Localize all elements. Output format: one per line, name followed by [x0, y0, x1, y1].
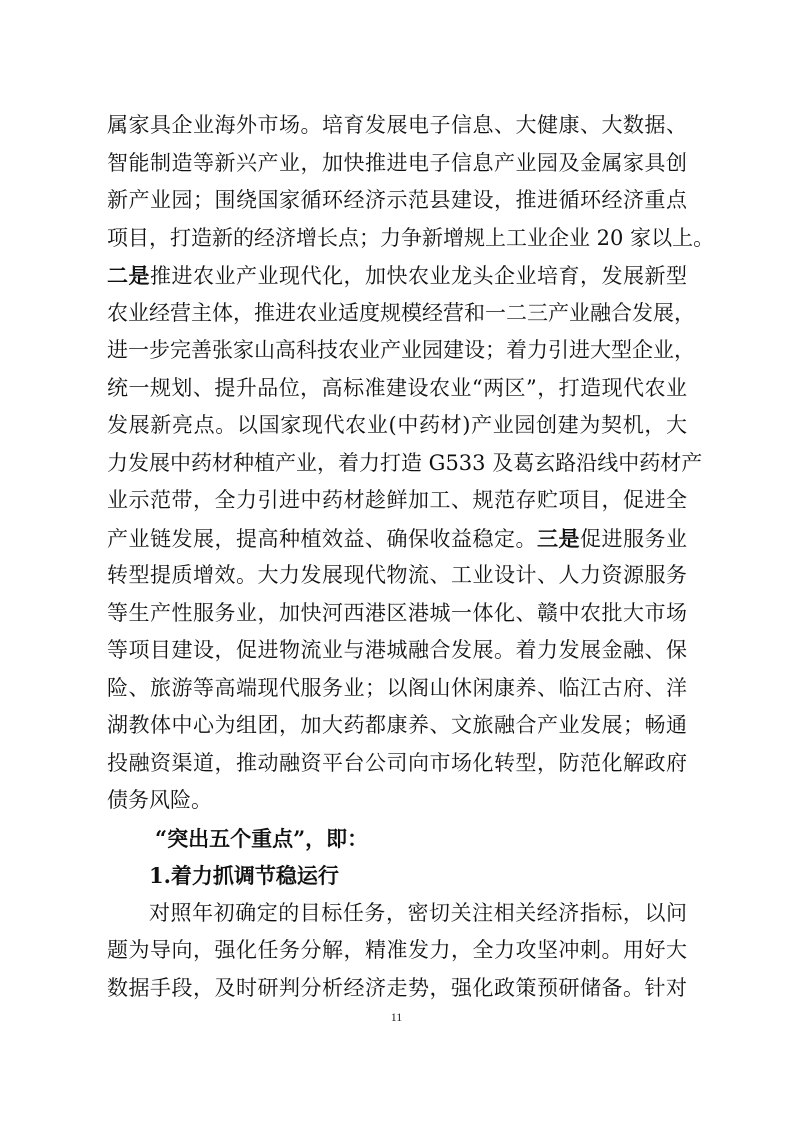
- point-label-two: 二是: [107, 263, 150, 288]
- line-text: 业示范带，全力引进中药材趁鲜加工、规范存贮项目，促进全: [107, 488, 687, 512]
- text-line: [107, 482, 687, 520]
- line-text: 智能制造等新兴产业，加快推进电子信息产业园及金属家具创: [107, 150, 687, 175]
- text-line: [107, 295, 695, 333]
- line-text: 债务风险。: [107, 788, 212, 812]
- line-text: 统一规划、提升品位，高标准建设农业“两区”，打造现代农业: [107, 375, 687, 400]
- text-line: [107, 445, 703, 483]
- line-text: 投融资渠道，推动融资平台公司向市场化转型，防范化解政府: [107, 750, 687, 775]
- text-line: [107, 370, 687, 408]
- line-text: 属家具企业海外市场。培育发展电子信息、大健康、大数据、: [107, 113, 687, 137]
- point-label-three: 三是: [537, 525, 580, 551]
- line-text: 等项目建设，促进物流业与港城融合发展。着力发展金融、保: [107, 638, 687, 662]
- text-line: [107, 145, 687, 183]
- line-text: 数据手段，及时研判分析经济走势，强化政策预研储备。针对: [107, 975, 687, 1000]
- line-text: 新产业园；围绕国家循环经济示范县建设，推进循环经济重点: [107, 188, 687, 212]
- line-text: 发展新亮点。以国家现代农业(中药材)产业园创建为契机，大: [107, 413, 687, 437]
- page-number: 11: [390, 1010, 403, 1024]
- text-line: [107, 895, 687, 933]
- line-text: 农业经营主体，推进农业适度规模经营和一二三产业融合发展，: [107, 300, 695, 325]
- body-text: [107, 107, 715, 1007]
- line-text: 湖教体中心为组团，加大药都康养、文旅融合产业发展；畅通: [107, 713, 687, 737]
- line-text: 促进服务业: [580, 526, 687, 551]
- text-line: [107, 257, 687, 295]
- line-text: 转型提质增效。大力发展现代物流、工业设计、人力资源服务: [107, 563, 687, 587]
- text-line: [107, 595, 687, 633]
- line-text: 对照年初确定的目标任务，密切关注相关经济指标，以问: [149, 900, 687, 925]
- section-heading-one: 1.着力抓调节稳运行: [149, 863, 339, 888]
- text-line: [107, 220, 715, 258]
- text-line: [107, 782, 687, 820]
- section-heading-quote: “突出五个重点”，即：: [155, 825, 369, 851]
- text-line: [107, 707, 687, 745]
- text-line: [107, 107, 687, 145]
- line-text: 题为导向，强化任务分解，精准发力，全力攻坚冲刺。用好大: [107, 938, 687, 962]
- text-line: [107, 970, 687, 1008]
- line-text: 产业链发展，提高种植效益、确保收益稳定。: [107, 526, 537, 551]
- line-text: 等生产性服务业，加快河西港区港城一体化、赣中农批大市场: [107, 600, 687, 625]
- text-line: [107, 932, 687, 970]
- line-text: 进一步完善张家山高科技农业产业园建设；着力引进大型企业，: [107, 338, 695, 362]
- text-line: [107, 182, 687, 220]
- line-text: 力发展中药材种植产业，着力打造 G533 及葛玄路沿线中药材产: [107, 450, 703, 475]
- text-line: [107, 632, 687, 670]
- text-line: [107, 407, 687, 445]
- text-line: [107, 332, 695, 370]
- line-text: 项目，打造新的经济增长点；力争新增规上工业企业 20 家以上。: [107, 225, 715, 250]
- text-line: [107, 745, 687, 783]
- text-line: [107, 557, 687, 595]
- text-line: [107, 520, 687, 558]
- line-text: 险、旅游等高端现代服务业；以阁山休闲康养、临江古府、洋: [107, 675, 687, 700]
- text-line: [107, 670, 687, 708]
- line-text: 推进农业产业现代化，加快农业龙头企业培育，发展新型: [150, 264, 687, 288]
